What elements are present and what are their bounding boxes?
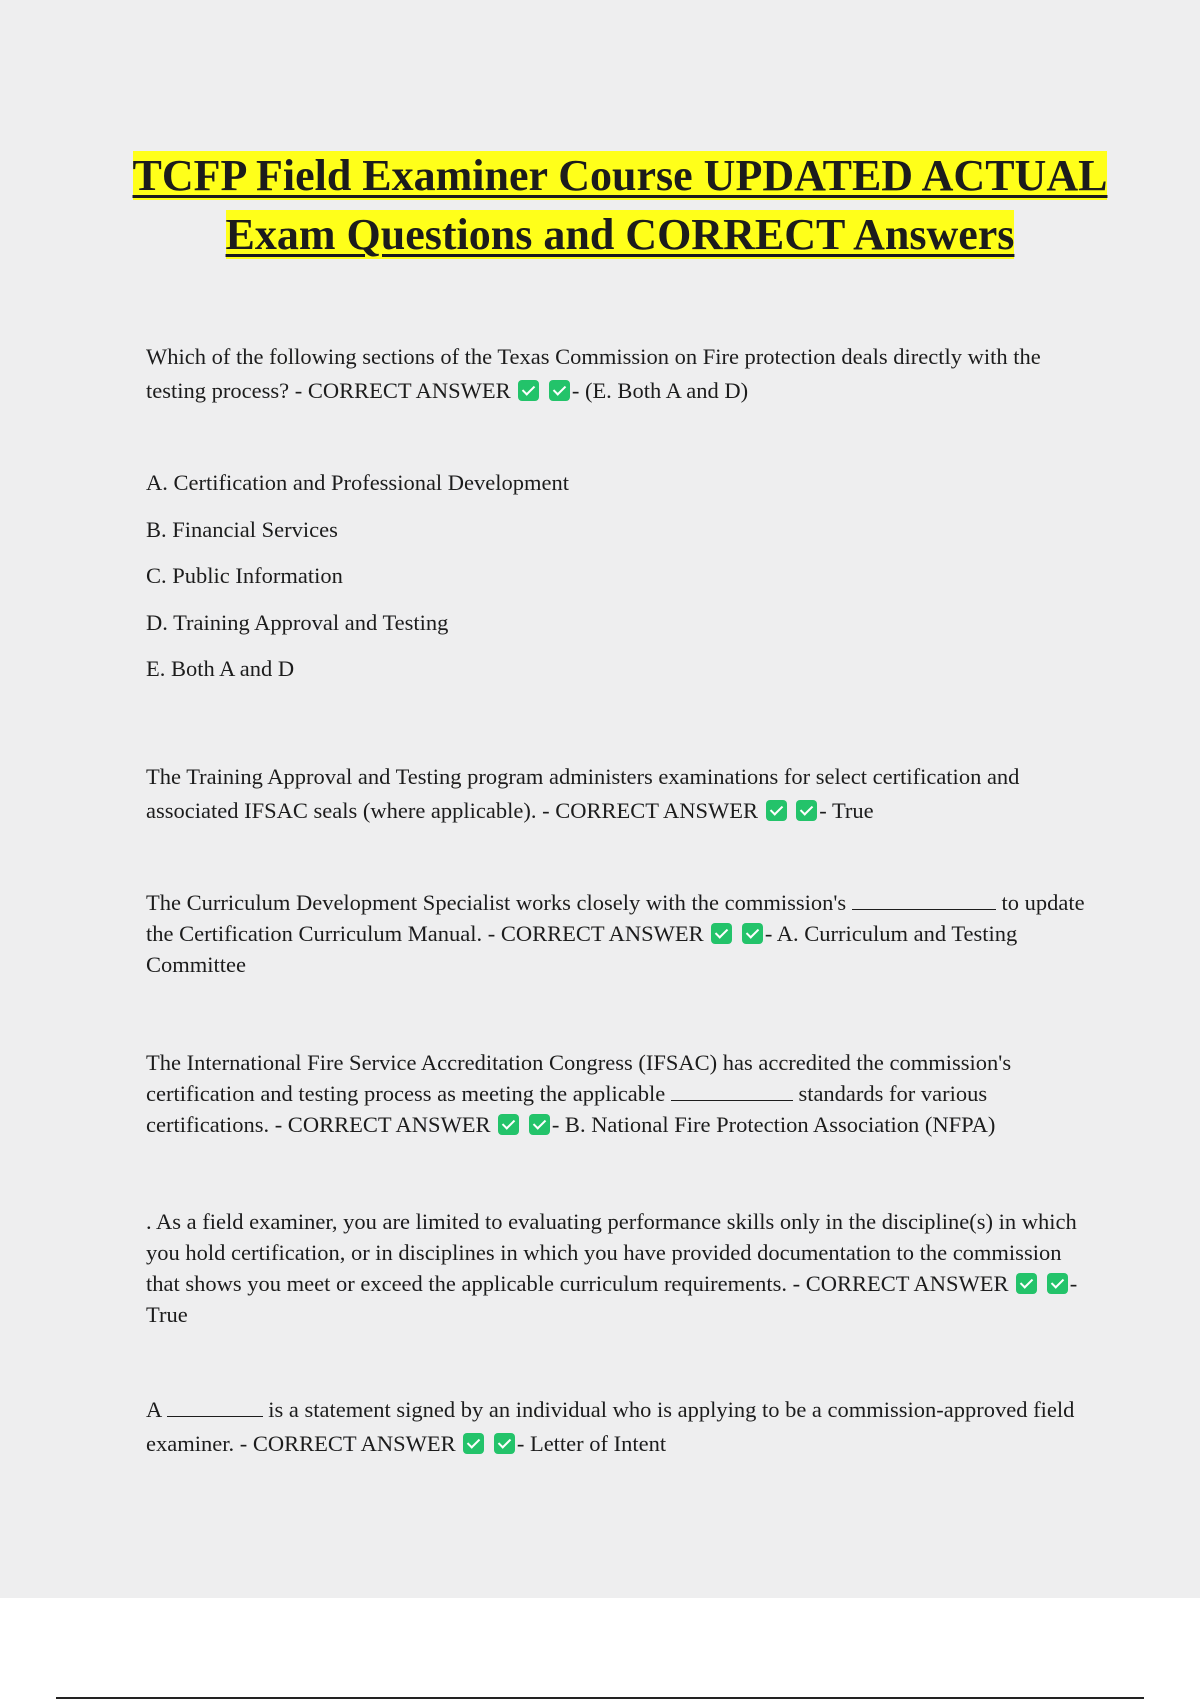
question-6-text-after: is a statement signed by an individual who is applying to be a commission-approved field examiner. - CORRECT ANSWER	[146, 1396, 1075, 1456]
question-4-answer: - B. National Fire Protection Association (NFPA)	[551, 1111, 996, 1137]
question-5-text: . As a field examiner, you are limited to evaluating performance skills only in the discipline(s) in which you hold certification, or in disciplines in which you have provided documentation to the commission that shows you meet or exceed the applicable curriculum requirements. - CORRECT ANSWER	[146, 1208, 1077, 1296]
check-mark-icon	[796, 800, 817, 821]
question-3	[146, 887, 1092, 980]
question-6	[146, 1393, 1092, 1461]
option-d: D. Training Approval and Testing	[146, 609, 449, 635]
fill-in-blank	[852, 889, 996, 910]
check-mark-icon	[529, 1114, 550, 1135]
document-title-text: TCFP Field Examiner Course UPDATED ACTUAL Exam Questions and CORRECT Answers	[132, 151, 1108, 259]
footer-divider	[56, 1697, 1144, 1699]
option-c: C. Public Information	[146, 563, 343, 588]
question-6-answer: - Letter of Intent	[516, 1430, 667, 1456]
check-mark-icon	[494, 1433, 515, 1454]
check-mark-icon	[1016, 1273, 1037, 1294]
question-2-answer: - True	[819, 797, 874, 823]
question-5-answer: - True	[146, 1270, 1078, 1327]
check-mark-icon	[518, 380, 539, 401]
check-mark-icon	[1047, 1273, 1068, 1294]
check-mark-icon	[742, 923, 763, 944]
document-title	[130, 146, 1110, 264]
question-2-text: The Training Approval and Testing program administers examinations for select certification and associated IFSAC seals (where applicable). - CORRECT ANSWER	[146, 763, 1020, 823]
question-1-options	[146, 460, 1092, 693]
question-3-text-after: to update the Certification Curriculum Manual. - CORRECT ANSWER	[146, 889, 1085, 946]
question-3-text-before: The Curriculum Development Specialist works closely with the commission's	[146, 889, 847, 915]
option-e: E. Both A and D	[146, 656, 295, 681]
fill-in-blank	[671, 1080, 793, 1101]
question-3-answer: - A. Curriculum and Testing Committee	[146, 920, 1018, 977]
option-b: B. Financial Services	[146, 516, 338, 542]
check-mark-icon	[711, 923, 732, 944]
question-2	[146, 760, 1092, 828]
question-1	[146, 340, 1092, 408]
question-5	[146, 1206, 1092, 1330]
question-1-answer: - (E. Both A and D)	[571, 378, 749, 403]
option-a: A. Certification and Professional Development	[146, 470, 570, 495]
question-4-text-after: standards for various certifications. - CORRECT ANSWER	[146, 1080, 988, 1137]
check-mark-icon	[549, 380, 570, 401]
question-6-text-before: A	[146, 1396, 162, 1422]
question-4	[146, 1047, 1092, 1140]
fill-in-blank	[167, 1396, 263, 1417]
question-list	[146, 340, 1092, 1461]
question-4-text-before: The International Fire Service Accreditation Congress (IFSAC) has accredited the commission's certification and testing process as meeting the applicable	[146, 1049, 1012, 1106]
check-mark-icon	[498, 1114, 519, 1135]
check-mark-icon	[463, 1433, 484, 1454]
question-1-text: Which of the following sections of the Texas Commission on Fire protection deals directly with the testing process? - CORRECT ANSWER	[146, 344, 1041, 403]
check-mark-icon	[766, 800, 787, 821]
